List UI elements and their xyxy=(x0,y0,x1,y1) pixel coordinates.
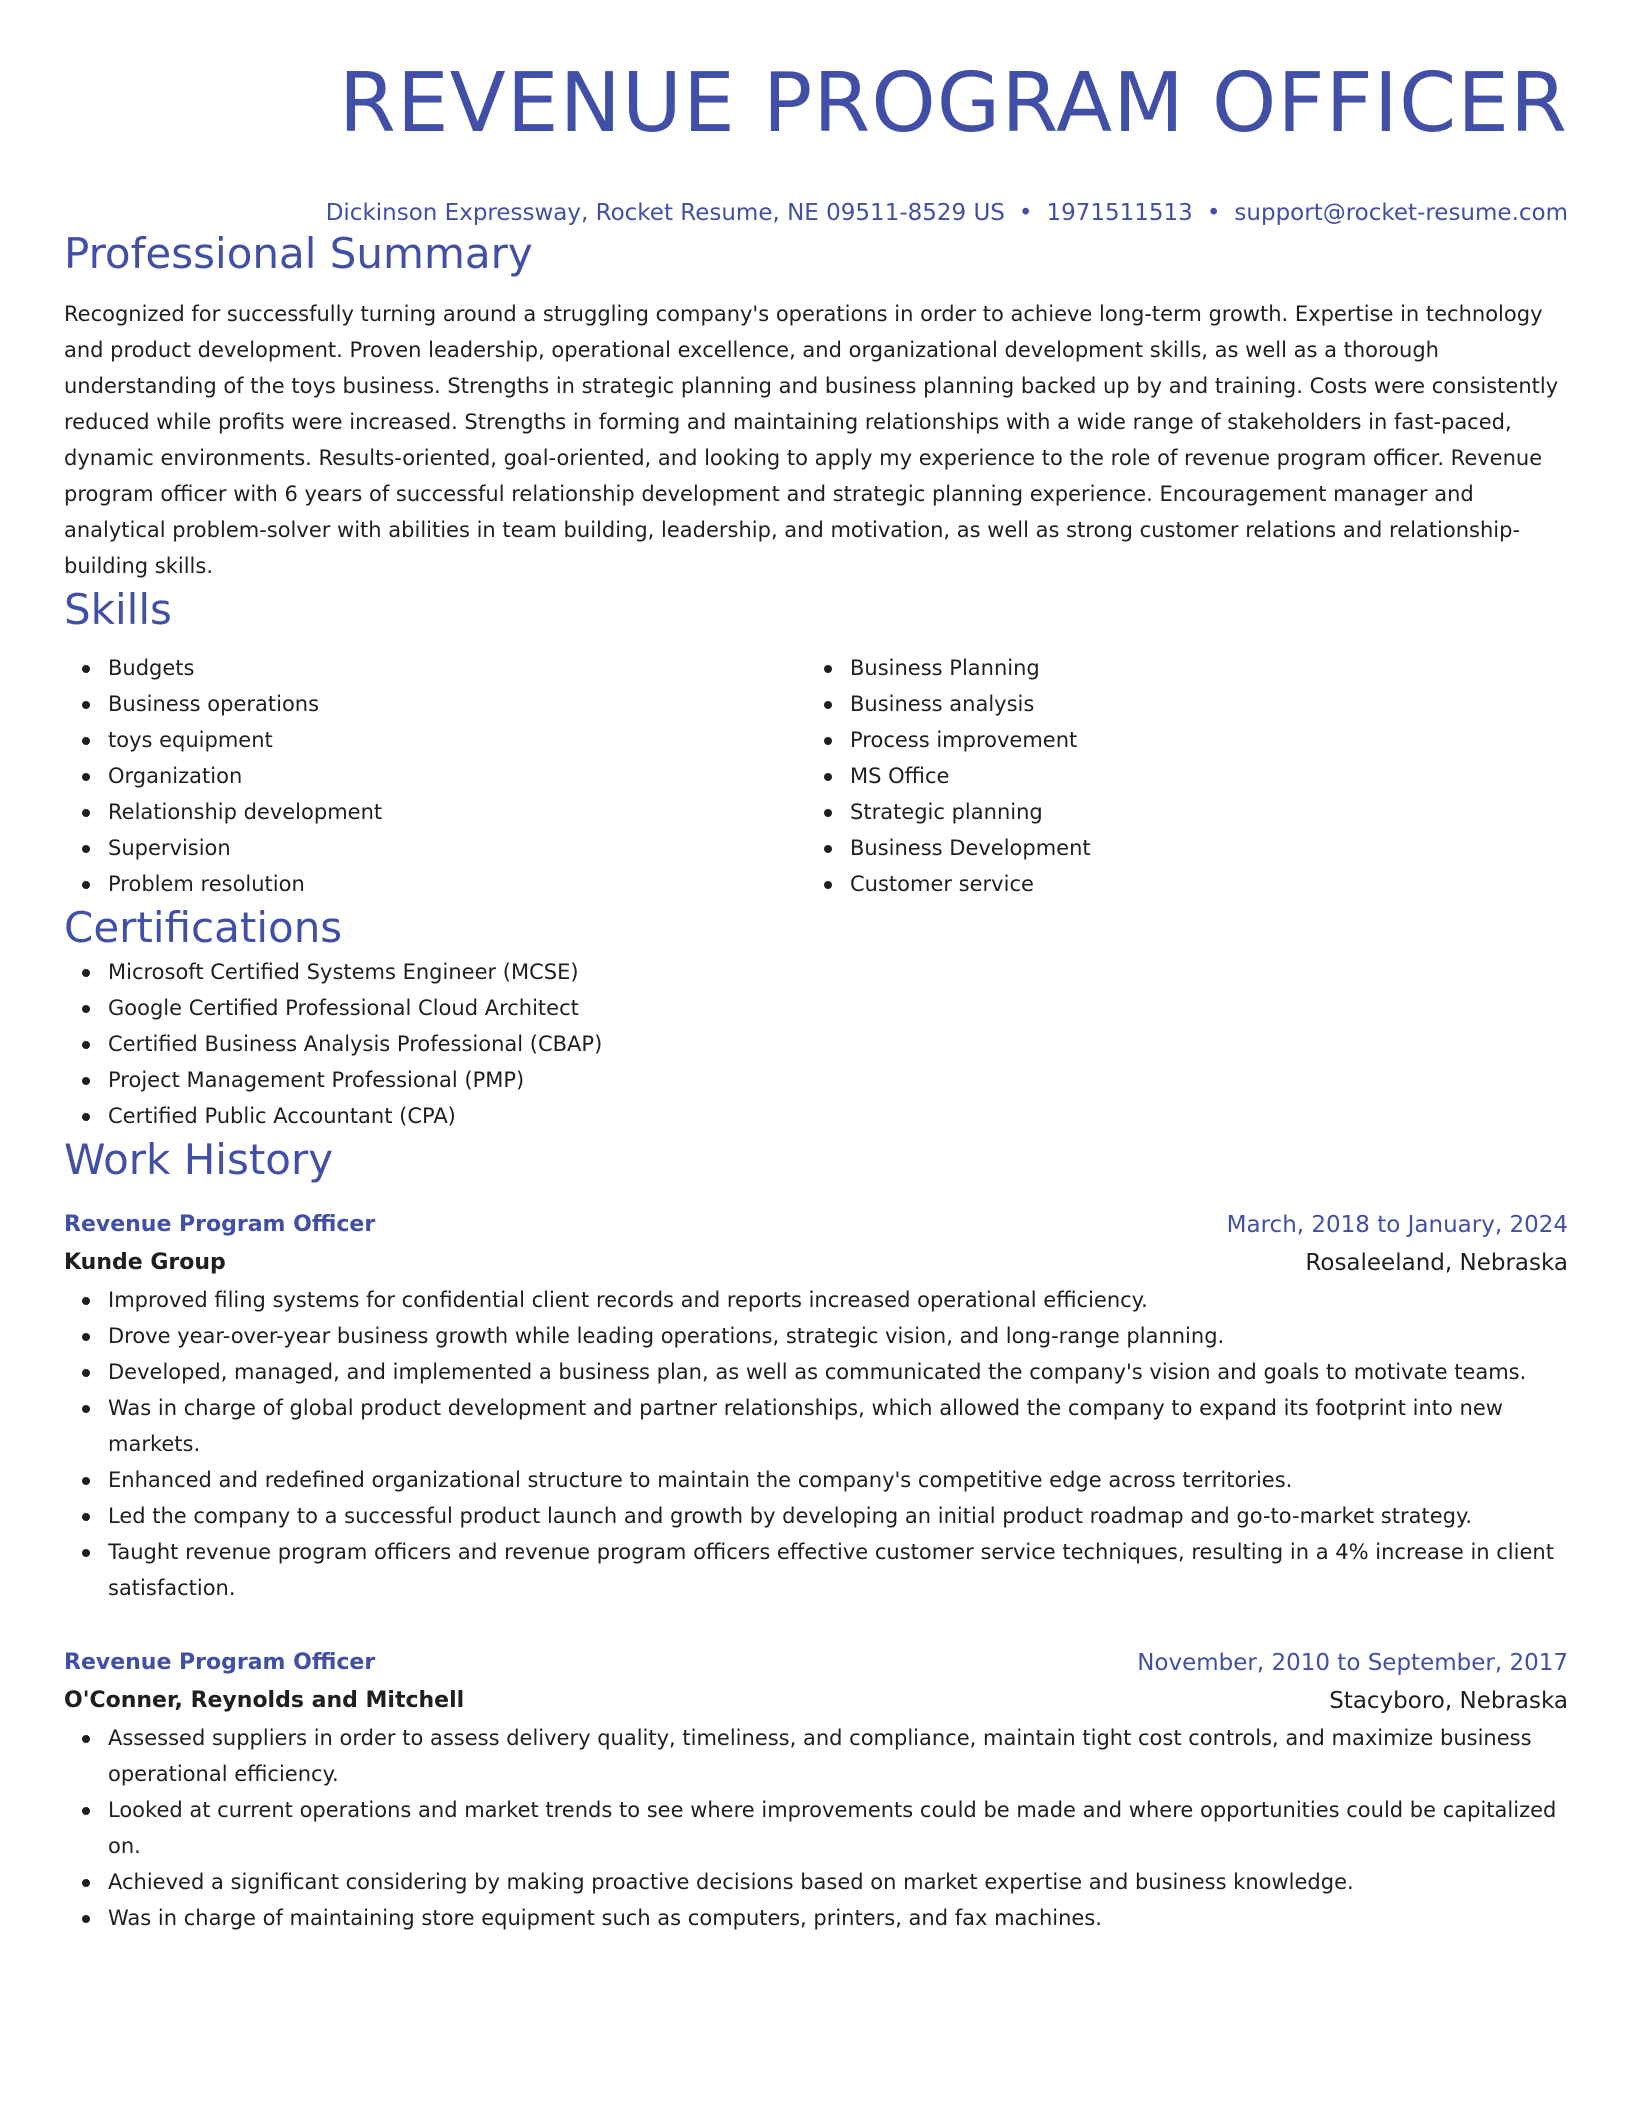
skill-item: Process improvement xyxy=(850,722,1548,758)
job-bullet: Drove year-over-year business growth while leading operations, strategic vision, and long-range planning. xyxy=(108,1318,1568,1354)
skill-item: Supervision xyxy=(108,830,806,866)
skill-item: Business analysis xyxy=(850,686,1548,722)
job-bullets xyxy=(64,1720,1568,1936)
skill-item: Relationship development xyxy=(108,794,806,830)
job-company: O'Conner, Reynolds and Mitchell xyxy=(64,1688,465,1713)
skills-list-right xyxy=(806,650,1548,902)
contact-address: Dickinson Expressway, Rocket Resume, NE 09511-8529 US xyxy=(325,200,1005,226)
job-role: Revenue Program Officer xyxy=(64,1650,376,1675)
work-history-heading: Work History xyxy=(64,1135,334,1184)
contact-separator: • xyxy=(1018,200,1033,226)
job-entry xyxy=(64,1206,1568,1606)
skill-item: Business Development xyxy=(850,830,1548,866)
job-company-row xyxy=(64,1682,1568,1720)
summary-section xyxy=(64,228,1568,584)
skill-item: Budgets xyxy=(108,650,806,686)
job-location: Stacyboro, Nebraska xyxy=(1329,1688,1568,1714)
contact-email[interactable]: support@rocket-resume.com xyxy=(1234,200,1568,226)
summary-heading: Professional Summary xyxy=(64,229,533,278)
job-bullet: Led the company to a successful product launch and growth by developing an initial product roadmap and go-to-market strategy. xyxy=(108,1498,1568,1534)
job-header-row xyxy=(64,1644,1568,1682)
certification-item: Certified Public Accountant (CPA) xyxy=(108,1098,1568,1134)
job-bullet: Looked at current operations and market trends to see where improvements could be made and where opportunities could be capitalized on. xyxy=(108,1792,1568,1864)
contact-line xyxy=(64,198,1568,228)
job-role: Revenue Program Officer xyxy=(64,1212,376,1237)
job-bullet: Was in charge of global product development and partner relationships, which allowed the company to expand its footprint into new markets. xyxy=(108,1390,1568,1462)
job-company-row xyxy=(64,1244,1568,1282)
job-bullet: Was in charge of maintaining store equipment such as computers, printers, and fax machines. xyxy=(108,1900,1568,1936)
certification-item: Certified Business Analysis Professional (CBAP) xyxy=(108,1026,1568,1062)
skill-item: MS Office xyxy=(850,758,1548,794)
skills-list-left xyxy=(64,650,806,902)
skill-item: Strategic planning xyxy=(850,794,1548,830)
skill-item: Business operations xyxy=(108,686,806,722)
certifications-section xyxy=(64,902,1568,1134)
job-bullet: Assessed suppliers in order to assess delivery quality, timeliness, and compliance, maintain tight cost controls, and maximize business operational efficiency. xyxy=(108,1720,1568,1792)
job-company: Kunde Group xyxy=(64,1250,226,1275)
job-header-row xyxy=(64,1206,1568,1244)
resume-name-heading: REVENUE PROGRAM OFFICER xyxy=(338,56,1568,151)
skill-item: Problem resolution xyxy=(108,866,806,902)
skills-column-right xyxy=(806,650,1548,902)
skill-item: Customer service xyxy=(850,866,1548,902)
work-history-section xyxy=(64,1134,1568,1936)
job-bullets xyxy=(64,1282,1568,1606)
contact-separator: • xyxy=(1206,200,1221,226)
job-entry xyxy=(64,1644,1568,1936)
job-dates: November, 2010 to September, 2017 xyxy=(1137,1650,1568,1676)
certification-item: Microsoft Certified Systems Engineer (MCSE) xyxy=(108,954,1568,990)
certifications-heading: Certifications xyxy=(64,903,343,952)
skills-section xyxy=(64,584,1568,902)
certifications-list xyxy=(64,954,1568,1134)
certification-item: Project Management Professional (PMP) xyxy=(108,1062,1568,1098)
job-bullet: Enhanced and redefined organizational structure to maintain the company's competitive edge across territories. xyxy=(108,1462,1568,1498)
skills-heading: Skills xyxy=(64,585,172,634)
summary-text: Recognized for successfully turning around a struggling company's operations in order to achieve long-term growth. Expertise in technology and product development. Proven leadership, operational excellence, and organizational development skills, as well as a thorough understanding of the toys business. Strengths in strategic planning and business planning backed up by and training. Costs were consistently reduced while profits were increased. Strengths in forming and maintaining relationships with a wide range of stakeholders in fast-paced, dynamic environments. Results-oriented, goal-oriented, and looking to apply my experience to the role of revenue program officer. Revenue program officer with 6 years of successful relationship development and strategic planning experience. Encouragement manager and analytical problem-solver with abilities in team building, leadership, and motivation, as well as strong customer relations and relationship-building skills. xyxy=(64,302,1559,578)
job-location: Rosaleeland, Nebraska xyxy=(1305,1250,1568,1276)
job-dates: March, 2018 to January, 2024 xyxy=(1226,1212,1568,1238)
job-bullet: Improved filing systems for confidential client records and reports increased operational efficiency. xyxy=(108,1282,1568,1318)
skills-column-left xyxy=(64,650,806,902)
certification-item: Google Certified Professional Cloud Architect xyxy=(108,990,1568,1026)
skill-item: Business Planning xyxy=(850,650,1548,686)
skills-grid xyxy=(64,650,1568,902)
job-bullet: Developed, managed, and implemented a business plan, as well as communicated the company's vision and goals to motivate teams. xyxy=(108,1354,1568,1390)
job-bullet: Taught revenue program officers and revenue program officers effective customer service techniques, resulting in a 4% increase in client satisfaction. xyxy=(108,1534,1568,1606)
contact-phone[interactable]: 1971511513 xyxy=(1046,200,1193,226)
job-bullet: Achieved a significant considering by making proactive decisions based on market expertise and business knowledge. xyxy=(108,1864,1568,1900)
skill-item: toys equipment xyxy=(108,722,806,758)
skill-item: Organization xyxy=(108,758,806,794)
